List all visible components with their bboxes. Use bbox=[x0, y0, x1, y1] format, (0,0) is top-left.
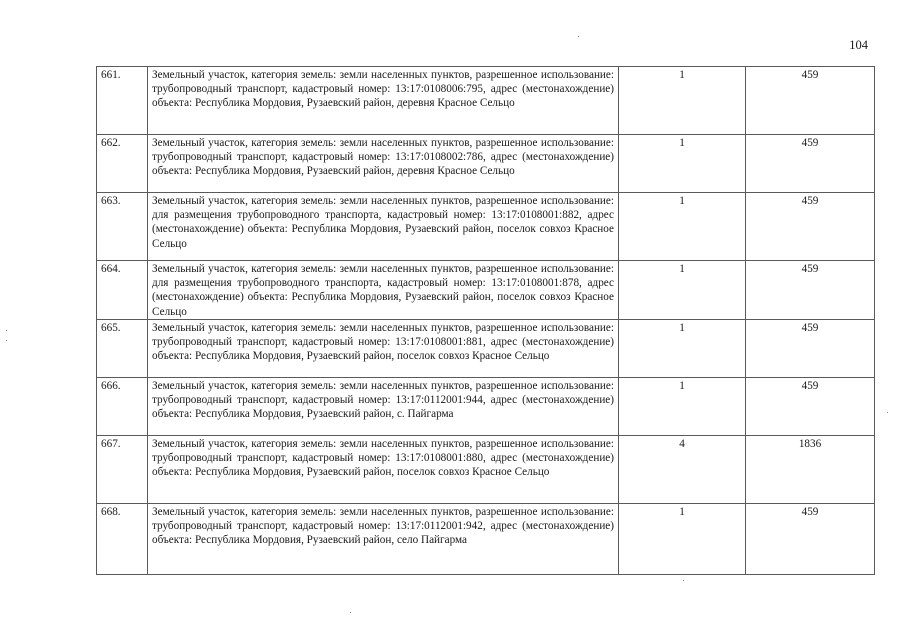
row-number: 661. bbox=[97, 67, 148, 135]
row-quantity: 1 bbox=[619, 193, 746, 261]
table-row bbox=[97, 435, 875, 503]
row-description: Земельный участок, категория земель: земли населенных пунктов, разрешенное использование: трубопроводный транспорт, кадастровый номер: 13:17:0108001:881, адрес (местонахождение) объекта: Республика Мордовия, Рузаевский район, поселок совхоз Красное Сельцо bbox=[148, 319, 619, 377]
row-value: 459 bbox=[746, 319, 875, 377]
row-value: 459 bbox=[746, 135, 875, 193]
land-plot-table bbox=[96, 66, 875, 575]
row-description: Земельный участок, категория земель: земли населенных пунктов, разрешенное использование: трубопроводный транспорт, кадастровый номер: 13:17:0108002:786, адрес (местонахождение) объекта: Республика Мордовия, Рузаевский район, деревня Красное Сельцо bbox=[148, 135, 619, 193]
row-value: 1836 bbox=[746, 435, 875, 503]
scan-speck bbox=[887, 412, 888, 413]
scan-speck bbox=[6, 340, 7, 341]
row-description: Земельный участок, категория земель: земли населенных пунктов, разрешенное использование: трубопроводный транспорт, кадастровый номер: 13:17:0108001:880, адрес (местонахождение) объекта: Республика Мордовия, Рузаевский район, поселок совхоз Красное Сельцо bbox=[148, 435, 619, 503]
table-row bbox=[97, 193, 875, 261]
scan-speck bbox=[6, 330, 7, 331]
table-row bbox=[97, 319, 875, 377]
row-number: 662. bbox=[97, 135, 148, 193]
row-number: 663. bbox=[97, 193, 148, 261]
row-quantity: 1 bbox=[619, 135, 746, 193]
table-row bbox=[97, 261, 875, 320]
scan-speck bbox=[683, 580, 684, 581]
table-row bbox=[97, 67, 875, 135]
page-number: 104 bbox=[849, 38, 868, 52]
row-value: 459 bbox=[746, 193, 875, 261]
row-description: Земельный участок, категория земель: земли населенных пунктов, разрешенное использование: для размещения трубопроводного транспорта, кадастровый номер: 13:17:0108001:878, адрес (местонахождение) объекта: Республика Мордовия, Рузаевский район, поселок совхоз Красное Сельцо bbox=[148, 261, 619, 320]
row-value: 459 bbox=[746, 503, 875, 574]
row-description: Земельный участок, категория земель: земли населенных пунктов, разрешенное использование: для размещения трубопроводного транспорта, кадастровый номер: 13:17:0108001:882, адрес (местонахождение) объекта: Республика Мордовия, Рузаевский район, поселок совхоз Красное Сельцо bbox=[148, 193, 619, 261]
row-number: 667. bbox=[97, 435, 148, 503]
row-number: 666. bbox=[97, 377, 148, 435]
row-value: 459 bbox=[746, 67, 875, 135]
table-row bbox=[97, 377, 875, 435]
row-number: 665. bbox=[97, 319, 148, 377]
row-value: 459 bbox=[746, 377, 875, 435]
row-number: 664. bbox=[97, 261, 148, 320]
row-quantity: 1 bbox=[619, 503, 746, 574]
row-quantity: 1 bbox=[619, 67, 746, 135]
row-quantity: 1 bbox=[619, 261, 746, 320]
row-value: 459 bbox=[746, 261, 875, 320]
row-number: 668. bbox=[97, 503, 148, 574]
row-description: Земельный участок, категория земель: земли населенных пунктов, разрешенное использование: трубопроводный транспорт, кадастровый номер: 13:17:0112001:942, адрес (местонахождение) объекта: Республика Мордовия, Рузаевский район, село Пайгарма bbox=[148, 503, 619, 574]
scan-speck bbox=[350, 612, 351, 613]
row-quantity: 1 bbox=[619, 319, 746, 377]
scan-speck bbox=[578, 36, 579, 37]
row-description: Земельный участок, категория земель: земли населенных пунктов, разрешенное использование: трубопроводный транспорт, кадастровый номер: 13:17:0108006:795, адрес (местонахождение) объекта: Республика Мордовия, Рузаевский район, деревня Красное Сельцо bbox=[148, 67, 619, 135]
row-quantity: 4 bbox=[619, 435, 746, 503]
row-description: Земельный участок, категория земель: земли населенных пунктов, разрешенное использование: трубопроводный транспорт, кадастровый номер: 13:17:0112001:944, адрес (местонахождение) объекта: Республика Мордовия, Рузаевский район, с. Пайгарма bbox=[148, 377, 619, 435]
table-row bbox=[97, 503, 875, 574]
table-row bbox=[97, 135, 875, 193]
row-quantity: 1 bbox=[619, 377, 746, 435]
